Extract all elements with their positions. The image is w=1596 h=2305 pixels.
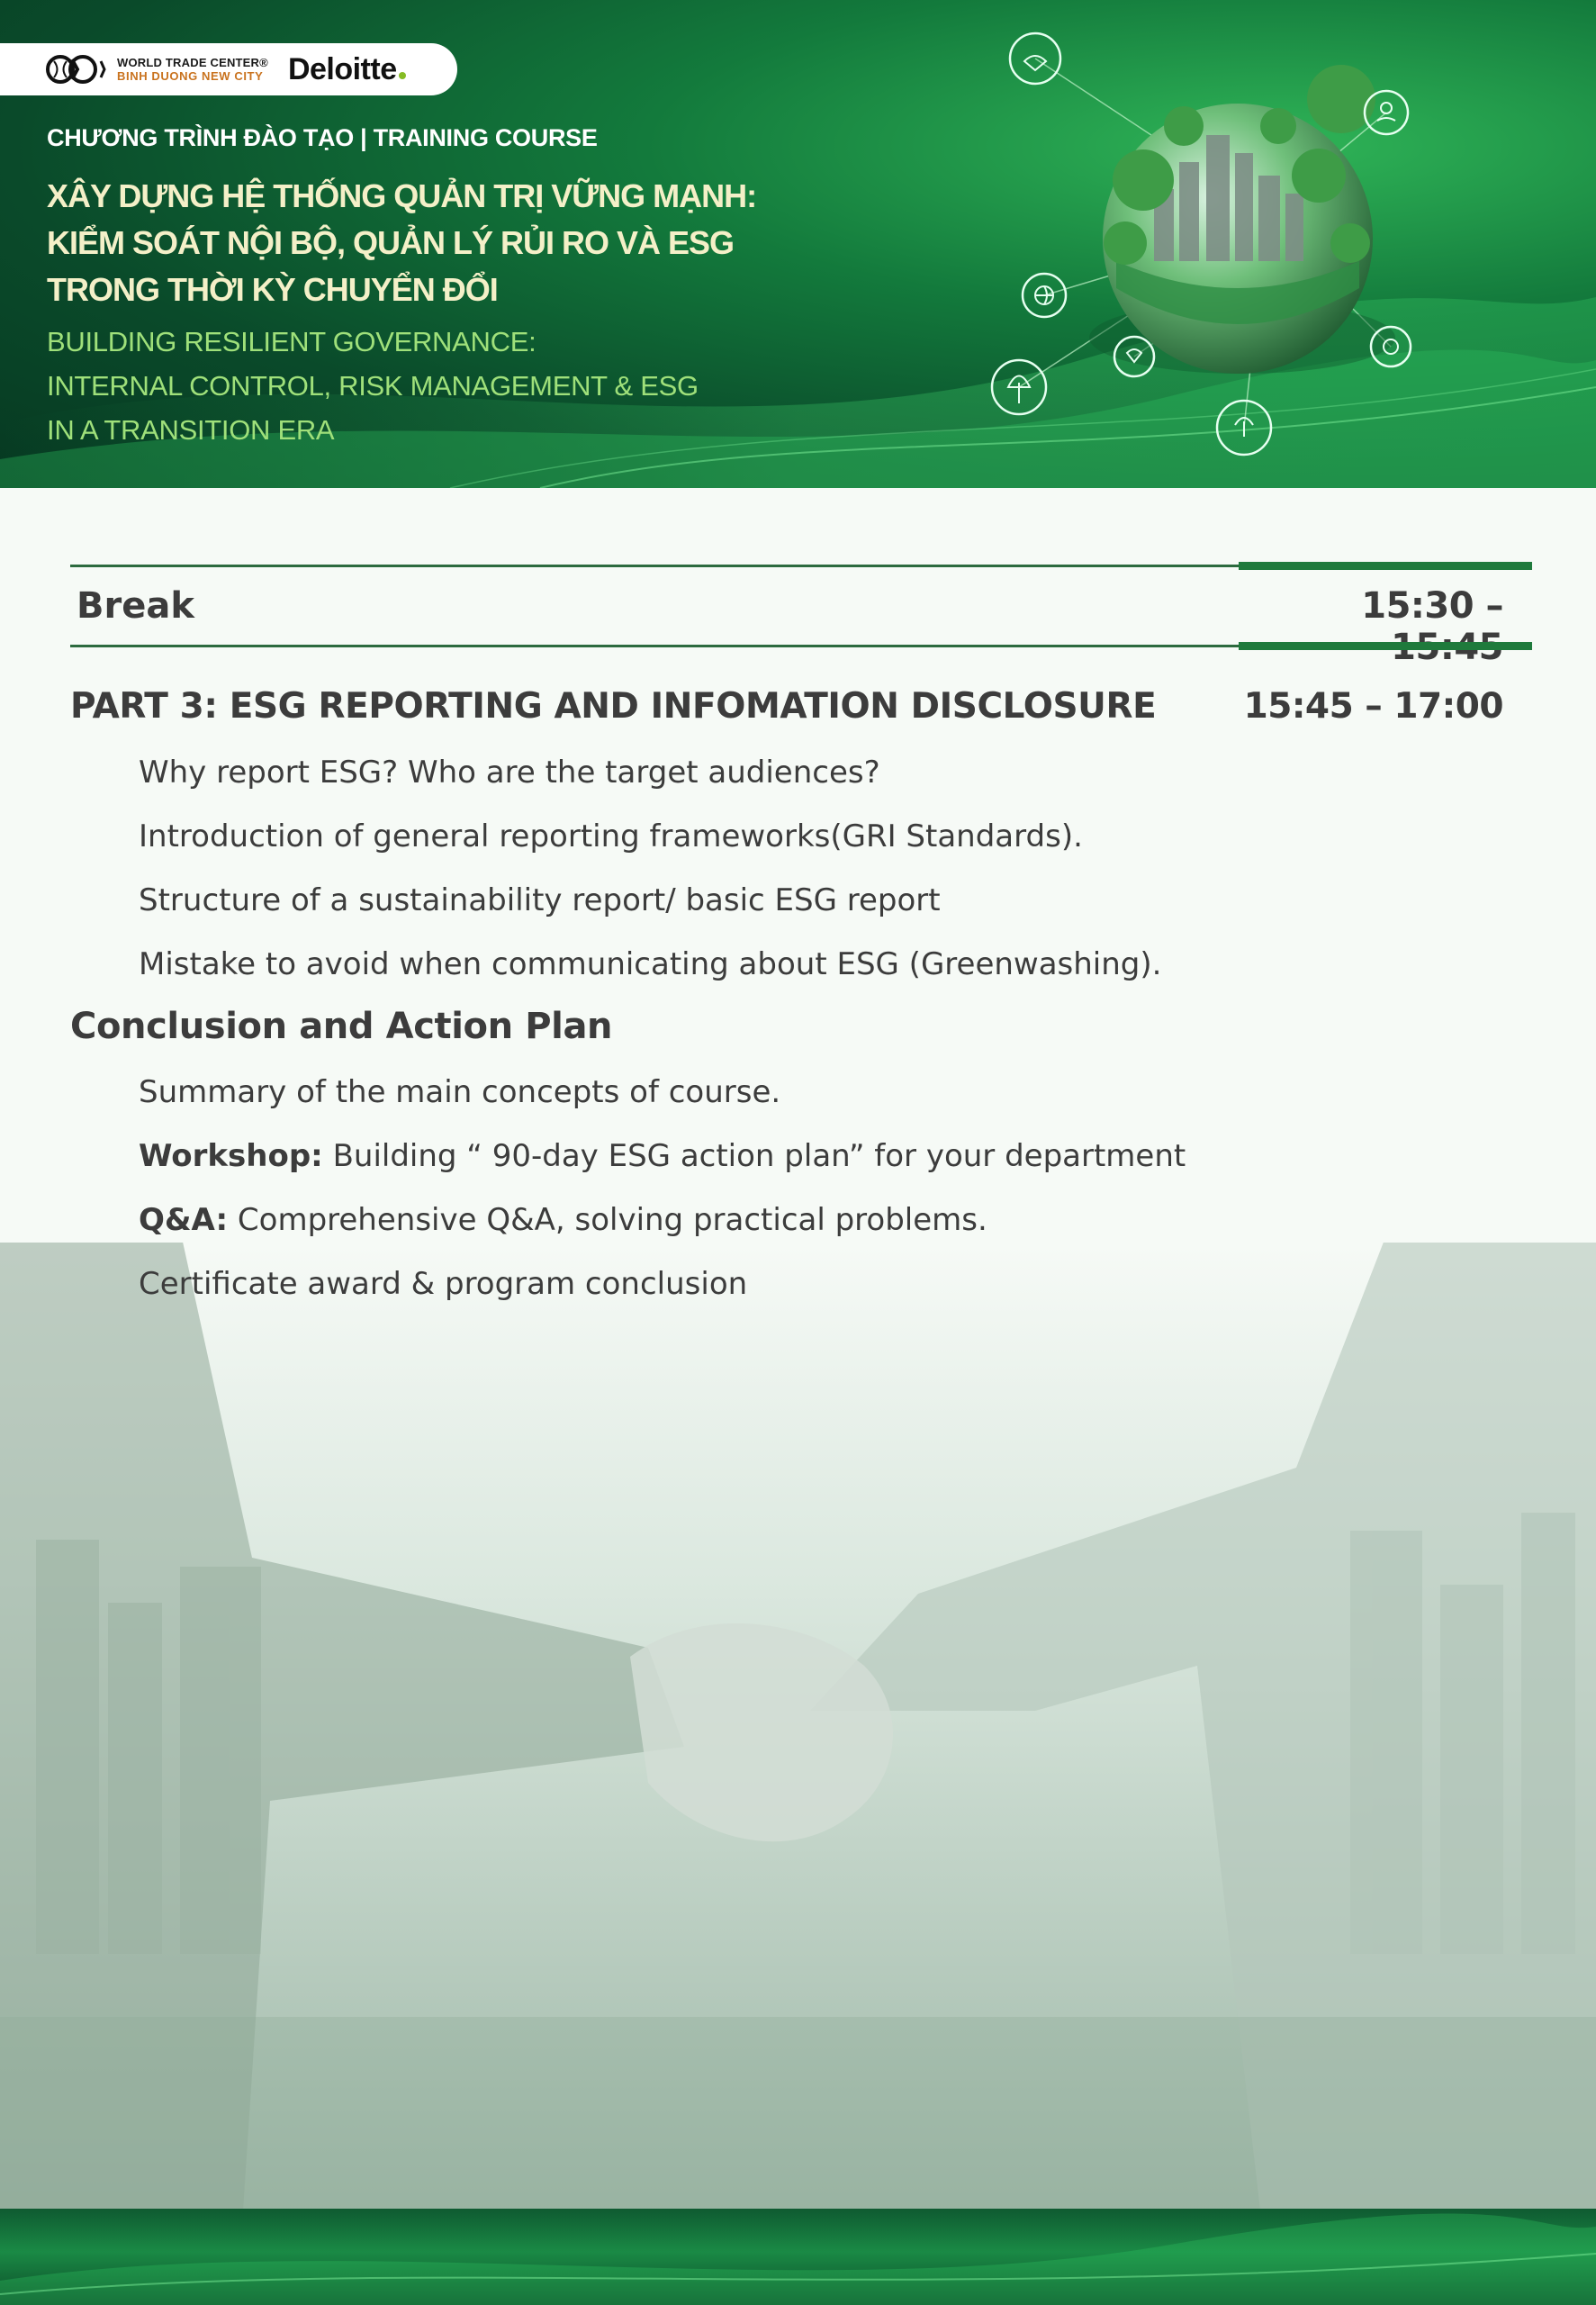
deloitte-dot-icon <box>399 72 406 79</box>
workshop-label: Workshop: <box>139 1138 323 1174</box>
conclusion-item: Summary of the main concepts of course. <box>139 1074 781 1110</box>
part3-item: Introduction of general reporting frameworks(GRI Standards). <box>139 818 1083 854</box>
wtc-location: BINH DUONG NEW CITY <box>117 69 264 83</box>
green-city-globe-illustration <box>963 18 1521 468</box>
part3-item: Structure of a sustainability report/ basic ESG report <box>139 882 941 918</box>
vn-title-line-1: XÂY DỰNG HỆ THỐNG QUẢN TRỊ VỮNG MẠNH: <box>47 177 757 214</box>
partner-logos <box>0 43 457 95</box>
part3-item: Why report ESG? Who are the target audiences? <box>139 755 880 791</box>
vn-title-line-2: KIỂM SOÁT NỘI BỘ, QUẢN LÝ RỦI RO VÀ ESG <box>47 224 735 261</box>
deloitte-wordmark: Deloitte <box>287 51 397 86</box>
qa-label: Q&A: <box>139 1202 229 1238</box>
english-title <box>47 320 857 452</box>
break-bottom-accent-rule <box>1239 642 1532 650</box>
conclusion-item-workshop <box>139 1138 1186 1174</box>
break-top-rule <box>70 565 1239 567</box>
part3-item: Mistake to avoid when communicating about ESG (Greenwashing). <box>139 946 1162 982</box>
course-kicker: CHƯƠNG TRÌNH ĐÀO TẠO | TRAINING COURSE <box>47 124 598 151</box>
break-label: Break <box>77 585 194 627</box>
wtc-globe-logo-icon <box>45 54 110 85</box>
en-title-line-1: BUILDING RESILIENT GOVERNANCE: <box>47 326 537 357</box>
workshop-text: Building “ 90-day ESG action plan” for your department <box>322 1138 1186 1174</box>
conclusion-item-qa <box>139 1202 987 1238</box>
break-top-accent-rule <box>1239 562 1532 570</box>
deloitte-logo <box>288 52 406 87</box>
conclusion-title: Conclusion and Action Plan <box>70 1006 613 1047</box>
conclusion-item: Certificate award & program conclusion <box>139 1266 748 1302</box>
qa-text: Comprehensive Q&A, solving practical problems. <box>228 1202 987 1238</box>
part3-title: PART 3: ESG REPORTING AND INFOMATION DISCLOSURE <box>70 686 1157 727</box>
footer-band <box>0 2209 1596 2305</box>
wtc-name: WORLD TRADE CENTER® <box>117 56 268 69</box>
handshake-city-background <box>0 1243 1596 2210</box>
header-banner <box>0 0 1596 488</box>
vietnamese-title <box>47 173 857 313</box>
break-time: 15:30 – <box>1361 585 1503 627</box>
wtc-logo-text <box>117 57 268 82</box>
en-title-line-2: INTERNAL CONTROL, RISK MANAGEMENT & ESG <box>47 370 699 402</box>
footer-waves <box>0 2209 1596 2305</box>
vn-title-line-3: TRONG THỜI KỲ CHUYỂN ĐỔI <box>47 271 498 308</box>
break-bottom-rule <box>70 645 1239 647</box>
en-title-line-3: IN A TRANSITION ERA <box>47 414 335 446</box>
part3-time: 15:45 – 17:00 <box>1243 686 1503 727</box>
